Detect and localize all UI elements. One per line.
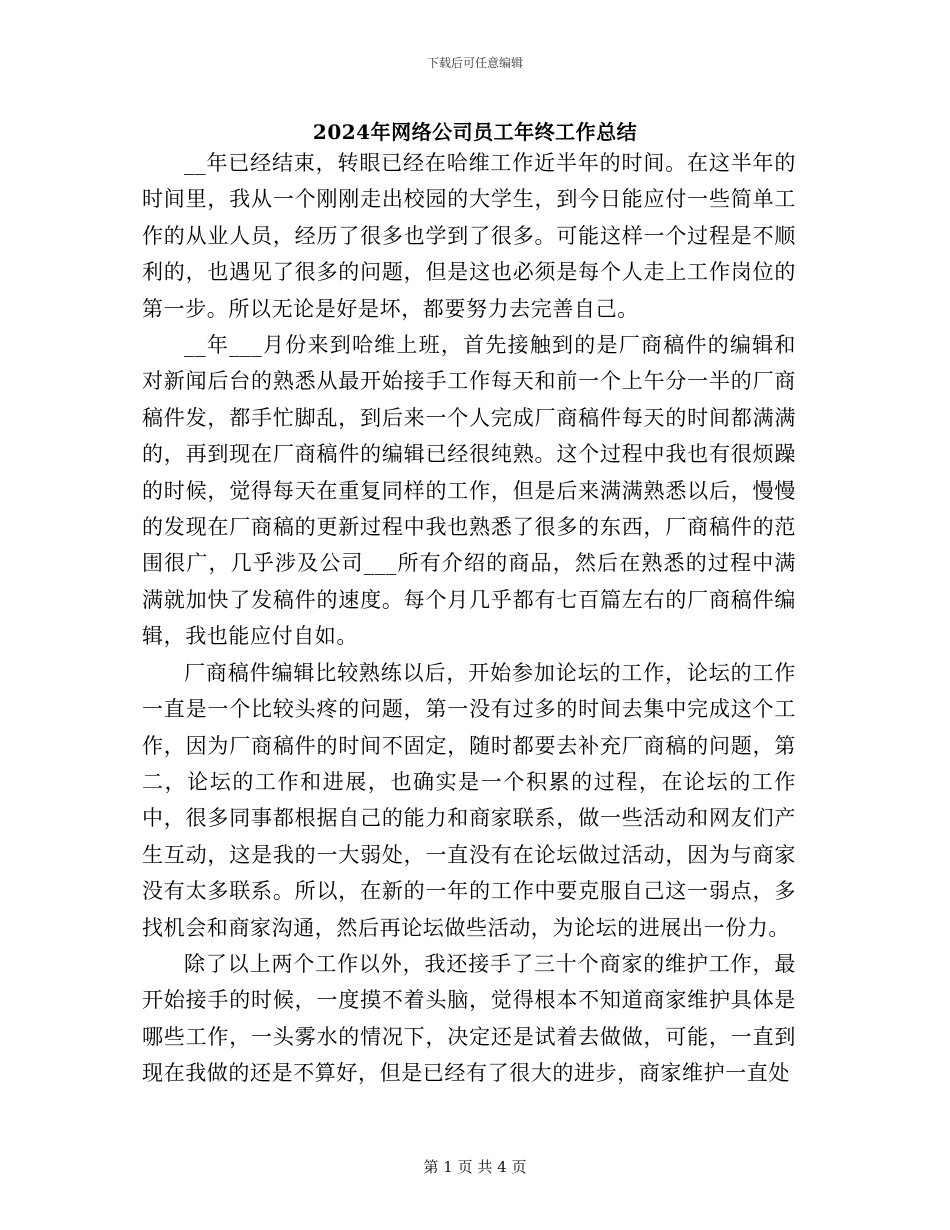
paragraph-3: 厂商稿件编辑比较熟练以后，开始参加论坛的工作，论坛的工作一直是一个比较头疼的问题，第一没有过多的时间去集中完成这个工作，因为厂商稿件的时间不固定，随时都要去补充厂商稿的问题，第二，论坛的工作和进展，也确实是一个积累的过程，在论坛的工作中，很多同事都根据自己的能力和商家联系，做一些活动和网友们产生互动，这是我的一大弱处，一直没有在论坛做过活动，因为与商家没有太多联系。所以，在新的一年的工作中要克服自己这一弱点，多找机会和商家沟通，然后再论坛做些活动，为论坛的进展出一份力。 [142, 660, 796, 940]
paragraph-4: 除了以上两个工作以外，我还接手了三十个商家的维护工作，最开始接手的时候，一度摸不着头脑，觉得根本不知道商家维护具体是哪些工作，一头雾水的情况下，决定还是试着去做做，可能，一直到现在我做的还是不算好，但是已经有了很大的进步，商家维护一直处 [142, 951, 796, 1086]
document-title: 2024年网络公司员工年终工作总结 [312, 120, 638, 144]
header-note: 下载后可任意编辑 [426, 56, 523, 70]
paragraph-2: __年___月份来到哈维上班，首先接触到的是厂商稿件的编辑和对新闻后台的熟悉从最开始接手工作每天和前一个上午分一半的厂商稿件发，都手忙脚乱，到后来一个人完成厂商稿件每天的时间都满满的，再到现在厂商稿件的编辑已经很纯熟。这个过程中我也有很烦躁的时候，觉得每天在重复同样的工作，但是后来满满熟悉以后，慢慢的发现在厂商稿的更新过程中我也熟悉了很多的东西，厂商稿件的范围很广，几乎涉及公司___所有介绍的商品，然后在熟悉的过程中满满就加快了发稿件的速度。每个月几乎都有七百篇左右的厂商稿件编辑，我也能应付自如。 [142, 333, 796, 649]
page-number-footer: 第 1 页 共 4 页 [423, 1158, 527, 1176]
document-body [142, 145, 796, 1092]
paragraph-1: __年已经结束，转眼已经在哈维工作近半年的时间。在这半年的时间里，我从一个刚刚走出校园的大学生，到今日能应付一些简单工作的从业人员，经历了很多也学到了很多。可能这样一个过程是不顺利的，也遇见了很多的问题，但是这也必须是每个人走上工作岗位的第一步。所以无论是好是坏，都要努力去完善自己。 [142, 151, 796, 321]
